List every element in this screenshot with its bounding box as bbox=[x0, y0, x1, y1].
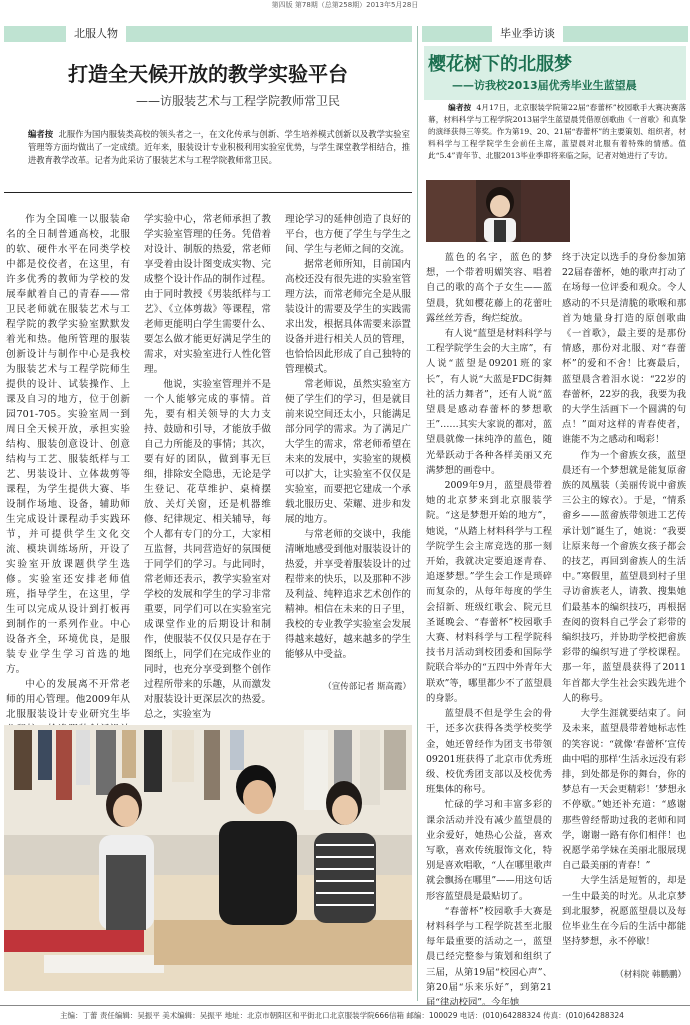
right-section-label: 毕业季访谈 bbox=[492, 26, 563, 42]
paragraph: 据常老师所知，目前国内高校还没有很先进的实验室管理方法，而常老师完全是从服装设计的需要及学生的实践需求出发，根据具体需要来添置设备并进行相关人员的管理，也恰恰因此形成了自己独特的管理模式。 bbox=[285, 259, 411, 375]
left-editor-note bbox=[28, 128, 410, 167]
paragraph: 蓝色的名字，蓝色的梦想，一个带着明媚笑容、唱着自己的歌的高个子女生——蓝望晨，犹如樱花藤上的花蕾吐露丝丝芳香，绚烂绽放。 bbox=[426, 252, 552, 324]
left-section-label: 北服人物 bbox=[66, 26, 126, 42]
right-byline: （材料院 韩鹏鹏） bbox=[615, 970, 686, 980]
right-editor-note bbox=[428, 102, 686, 162]
section-divider bbox=[417, 26, 418, 1001]
paragraph: 忙碌的学习和丰富多彩的课余活动并没有减少蓝望晨的业余爱好，她热心公益，喜欢写歌，喜欢传统服饰文化，特别是喜欢唱歌，“人在哪里歌声就会飘扬在哪里”——用这句话形容蓝望晨是最贴切了。 bbox=[426, 799, 552, 902]
paragraph: 大学生活是短暂的，却是一生中最美的时光。从北京梦到北服梦，祝愿蓝望晨以及每位毕业生在今后的生活中都能坚持梦想，永不停歇！ bbox=[562, 875, 686, 948]
right-editor-note-text: 4月17日，北京服装学院第22届“春蕾杯”校园歌手大赛决赛落幕，材料科学与工程学院2013届学生蓝望晨凭借原创歌曲《一首歌》和真挚的演绎获得三等奖。作为第19、20、21届“春蕾杯”的主要策划、组织者，材料科学与工程学院学生会前任主席，蓝望晨对北服有着特殊的情感。值此“5.4”青年节、北服2013毕业季即将来临之际，记者对她进行了专访。 bbox=[428, 103, 687, 160]
right-article-title: 樱花树下的北服梦 bbox=[428, 54, 572, 75]
paragraph: 与常老师的交谈中，我能清晰地感受到他对服装设计的热爱，并享受着服装设计的过程带来的快乐，以及那种不涉及利益、纯粹追求艺术创作的精神。相信在未来的日子里，我校的专业教学实验室会发展得越来越好，越来越多的学生能够从中受益。 bbox=[285, 529, 411, 660]
left-column-1 bbox=[6, 212, 130, 720]
right-editor-note-label: 编者按 bbox=[448, 103, 472, 112]
paragraph: 2009年9月，蓝望晨带着她的北京梦来到北京服装学院。“这是梦想开始的地方”，她说，“从踏上材料科学与工程学院学生会主席竞选的那一刻开始，我就决定要追逐青春、追逐梦想。”学生会工作是琐碎而复杂的，从每年每度的学生会招新、班级红歌会、院元旦圣诞晚会、“春蕾杯”校园歌手大赛、材料科学与工程学院科技书月活动到校团委和国际学院联合举办的“五四中外青年大联欢”等，哪里都少不了蓝望晨的身影。 bbox=[426, 480, 552, 704]
paragraph: “春蕾杯”校园歌手大赛是材料科学与工程学院甚至北服每年最重要的活动之一，蓝望晨已经完整参与策划和组织了三届，从第19届“校园心声”、第20届“乐来乐好”，到第21届“律动校园”。今年她 bbox=[426, 905, 552, 1008]
paragraph: 蓝望晨不但是学生会的骨干，还多次获得各类学校奖学金，她还曾经作为团支书带领09201班获得了北京市优秀班级、校优秀团支部以及校优秀班集体的称号。 bbox=[426, 708, 552, 796]
portrait-photo bbox=[426, 180, 570, 242]
paragraph: 终于决定以选手的身份参加第22届春蕾杯，她的歌声打动了在场每一位评委和观众。令人感动的不只是清脆的歌喉和那首为她量身打造的原创歌曲《一首歌》，最主要的是那份情感，那份对北服、对“春蕾杯”的爱和不舍！比赛最后，蓝望晨含着泪水说：“22岁的春蕾杯，22岁的我，我要为我的大学生活画下一个圆满的句点！”面对这样的青春使者，谁能不为之感动和喝彩！ bbox=[562, 252, 686, 446]
masthead-line: 第四版 第78期（总第258期）2013年5月28日 bbox=[271, 1, 419, 9]
paragraph: 中心的发展离不开常老师的用心管理。他2009年从北服服装设计专业研究生毕 bbox=[6, 679, 130, 720]
left-article-subtitle: ——访服装艺术与工程学院教师常卫民 bbox=[135, 94, 340, 108]
right-article-subtitle: ——访我校2013届优秀毕业生蓝望晨 bbox=[452, 79, 637, 92]
right-column-1 bbox=[426, 250, 552, 1008]
paragraph: 有人说“蓝望是材料科学与工程学院学生会的大主席”，有人说“蓝望是09201班的家长”，有人说“大蓝是FDC街舞社的活力舞者”，还有人说“蓝望晨是感动春蕾杯的梦想歌王”……其实大家说的都对，蓝望晨就像一抹纯净的蓝色，随光晕跃动于各种各样美丽又充满梦想的画卷中。 bbox=[426, 328, 552, 476]
paragraph: 作为一个畲族女孩，蓝望晨还有一个梦想就是能复原畲族的凤凰装（美丽传说中畲族三公主的嫁衣）。于是，“情系畲乡——蓝畲族带领进工艺传承计划”诞生了，她说：“我要让原来每一个畲族女孩子都会的技艺，再回到畲族人的生活中。”寒假里，蓝望晨到村子里寻访畲族老人，请教、搜集她们最基本的编织技巧，再根据查阅的资料自己学会了彩带的编织技巧，并协助学校把畲族彩带的编织写进了学校课程。那一年，蓝望晨获得了2011年首都大学生社会实践先进个人的称号。 bbox=[562, 449, 686, 704]
footer-info: 主编：丁蕾 责任编辑：吴振平 美术编辑：吴振平 地址：北京市朝阳区和平街北口北京服装学院666信箱 邮编：100029 电话：(010)64288324 传真：(010)64288324 bbox=[0, 1005, 690, 1024]
left-editor-note-text: 北服作为国内服装类高校的领头者之一，在文化传承与创新、学生培养模式创新以及教学实验室管理等方面均做出了一定成绩。近年来，服装设计专业积极利用实验室优势，与学生课堂教学相结合，推进教育教学改革。记者为此采访了服装艺术与工程学院教师常卫民。 bbox=[28, 129, 410, 165]
right-column-2 bbox=[562, 250, 686, 950]
portrait-illustration bbox=[426, 180, 570, 242]
left-byline: （宣传部记者 斯高霞） bbox=[323, 682, 411, 692]
paragraph: 作为全国唯一以服装命名的全日制普通高校，北服的软、硬件水平在同类学校中都是佼佼者，在这里，有许多优秀的教师为学校的发展奉献着自己的青春——常卫民老师就在服装艺术与工程学院的教学实验室默默发着光和热。他所管理的服装创新设计与制作中心是我校为服装艺术与工程学院师生提供的设计、试装操作、上课及自习的地方，位于创新园701-705。实验室周一到周日全天候开放，承担实验结构、服装创意设计、创意结构与工艺、服装纸样与工艺、男装设计、立体裁剪等课程，为学生提供大赛、毕设制作场地、设备，辅助师生完成设计课程动手实践环节，并可提供学生文化交流、模块训练场所，开设了实验室开放课题供学生选修。实验室还安排老师值班，指导学生，在这里，学生可以完成从设计到打板再到制作的一系列作业。中心设备齐全，环境优良，是服装专业学生学习首选的地方。 bbox=[6, 214, 130, 675]
left-column-3 bbox=[285, 212, 411, 672]
left-article-title: 打造全天候开放的教学实验平台 bbox=[68, 62, 348, 86]
paragraph: 大学生涯就要结束了。问及未来，蓝望晨带着她标志性的笑容说：“就像‘春蕾杯’宣传曲中唱的那样‘生活永远没有彩排，到处都是你的舞台，你的梦总有一天会更精彩！’梦想永不停歇。”她还补充道：“感谢那些曾经帮助过我的老师和同学，谢谢一路有你们相伴！也祝愿学弟学妹在美丽北服展现自己最美丽的青春！” bbox=[562, 708, 686, 872]
left-editor-note-label: 编者按 bbox=[28, 129, 54, 139]
workshop-photo bbox=[4, 725, 412, 991]
left-note-rule bbox=[4, 192, 412, 193]
paragraph: 学实验中心，常老师承担了教学实验室管理的任务。凭借着对设计、制版的热爱，常老师享受着由设计图变成实物、完成整个设计作品的制作过程。由于同时教授《男装纸样与工艺》、《立体剪裁》等课程，常老师更能明白学生需要什么、要怎么做才能更好满足学生的需求，对实验室进行人性化管理。 bbox=[144, 214, 271, 375]
paragraph: 常老师说，虽然实验室方便了学生们的学习，但是就目前来说空间还太小，只能满足部分同学的需求。为了满足广大学生的需求，常老师希望在未来的发展中，实验室的规模可以扩大，让实验室不仅仅是实验室，而要把它建成一个承载北服历史、荣耀、进步和发展的地方。 bbox=[285, 379, 411, 525]
workshop-photo-illustration bbox=[4, 725, 412, 991]
paragraph: 他说，实验室管理并不是一个人能够完成的事情。首先，要有相关领导的大力支持、鼓励和引导，才能放手做自己力所能及的事情；其次，要有好的团队，做到事无巨细，排除安全隐患，无论是学生登记、花草维护、桌椅摆放、关灯关窗，还是机器维修、纪律规定、相关辅导，每个人都有专门的分工，大家相互监督，共同营造好的氛围便于同学们的学习。与此同时，常老师还表示，教学实验室对学校的发展和学生的学习非常重要，同学们可以在实验室完成课堂作业的后期设计和制作，使服装不仅仅只是存在于图纸上，同学们在完成作业的同时，也充分享受到整个创作过程所带来的乐趣，从而激发对服装设计更深层次的热爱。总之，实验室为 bbox=[144, 379, 271, 720]
left-column-2 bbox=[144, 212, 271, 720]
paragraph: 理论学习的延伸创造了良好的平台，也方便了学生与学生之间、学生与老师之间的交流。 bbox=[285, 214, 411, 255]
